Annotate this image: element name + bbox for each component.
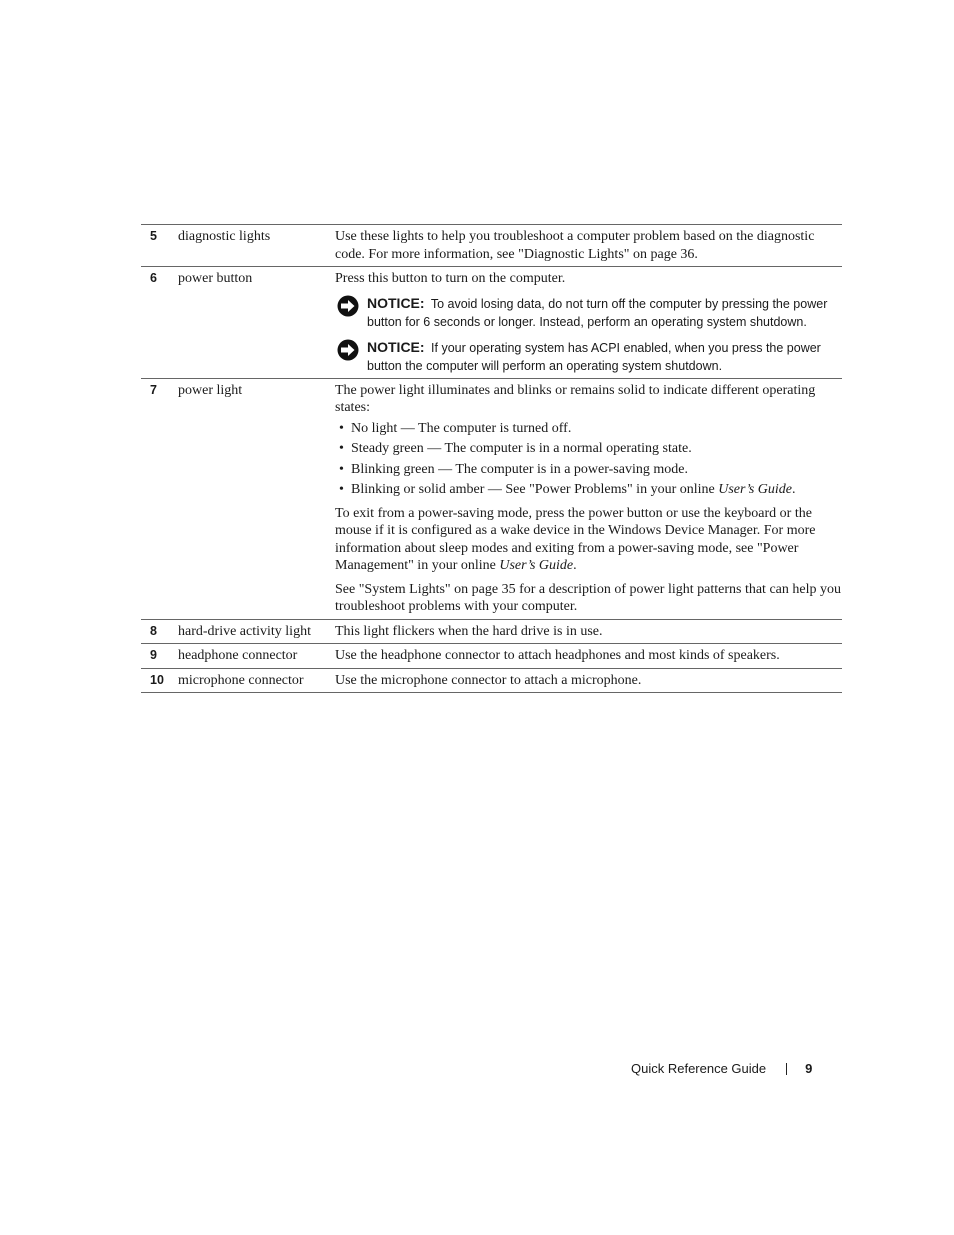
row-number: 6	[150, 271, 157, 285]
table-row	[141, 620, 842, 645]
description-intro: The power light illuminates and blinks or remains solid to indicate different operating states:	[335, 382, 816, 415]
row-item: power light	[178, 382, 243, 398]
table-row	[141, 644, 842, 669]
row-description	[335, 622, 842, 641]
list-item: • No light — The computer is turned off.	[339, 420, 572, 436]
table-row	[141, 669, 842, 694]
bullet-icon: •	[339, 461, 344, 477]
row-item: diagnostic lights	[178, 229, 271, 244]
description-text: Use these lights to help you troubleshoot a computer problem based on the diagnostic code. For more information, see "Diagnostic Lights" on page 36.	[335, 229, 815, 262]
notice-label: NOTICE:	[367, 338, 425, 355]
list-item: • Blinking green — The computer is in a power-saving mode.	[339, 461, 688, 477]
description-text: See "System Lights" on page 35 for a description of power light patterns that can help you troubleshoot problems with your computer.	[335, 581, 841, 614]
row-description	[335, 227, 842, 263]
row-description	[335, 646, 842, 665]
footer-divider	[786, 1063, 787, 1075]
description-text: Use the headphone connector to attach headphones and most kinds of speakers.	[335, 648, 780, 663]
bullet-icon: •	[339, 441, 344, 456]
row-description	[335, 671, 842, 690]
row-number: 8	[150, 623, 157, 638]
list-item: • Steady green — The computer is in a normal operating state.	[339, 441, 692, 456]
description-text: Press this button to turn on the computer.	[335, 271, 566, 286]
row-description	[335, 381, 842, 616]
list-item: • Blinking or solid amber — See "Power Problems" in your online User’s Guide.	[339, 482, 796, 497]
row-item: power button	[178, 271, 253, 286]
notice-block	[335, 294, 842, 331]
notice-text: If your operating system has ACPI enabled, when you press the power button the computer will perform an operating system shutdown.	[367, 340, 821, 373]
state-list	[335, 420, 842, 499]
table-row	[141, 225, 842, 267]
row-item: headphone connector	[178, 648, 298, 663]
notice-block	[335, 338, 842, 375]
page-number: 9	[805, 1061, 813, 1076]
page-footer	[631, 1061, 812, 1076]
notice-text: To avoid losing data, do not turn off the computer by pressing the power button for 6 seconds or longer. Instead, perform an operating system shutdown.	[367, 296, 828, 329]
description-text: Use the microphone connector to attach a microphone.	[335, 672, 642, 688]
description-text: To exit from a power-saving mode, press the power button or use the keyboard or the mouse if it is configured as a wake device in the Windows Device Manager. For more information about sleep modes and exiting from a power-saving mode, see "Power Management" in your online User’s Guide.	[335, 505, 816, 573]
row-number: 5	[150, 229, 157, 243]
row-number: 10	[150, 672, 164, 687]
footer-title: Quick Reference Guide	[631, 1061, 767, 1076]
notice-label: NOTICE:	[367, 294, 425, 311]
table-row	[141, 379, 842, 620]
description-text: This light flickers when the hard drive is in use.	[335, 623, 603, 639]
notice-arrow-icon	[337, 339, 359, 361]
component-table	[141, 224, 842, 693]
row-item: microphone connector	[178, 672, 304, 688]
bullet-icon: •	[339, 482, 344, 497]
table-row	[141, 267, 842, 379]
bullet-icon: •	[339, 420, 344, 436]
notice-arrow-icon	[337, 295, 359, 317]
row-number: 7	[150, 382, 157, 397]
row-description	[335, 269, 842, 375]
row-item: hard-drive activity light	[178, 623, 311, 639]
guide-title: User’s Guide	[718, 482, 792, 497]
row-number: 9	[150, 648, 157, 662]
guide-title: User’s Guide	[499, 558, 574, 573]
